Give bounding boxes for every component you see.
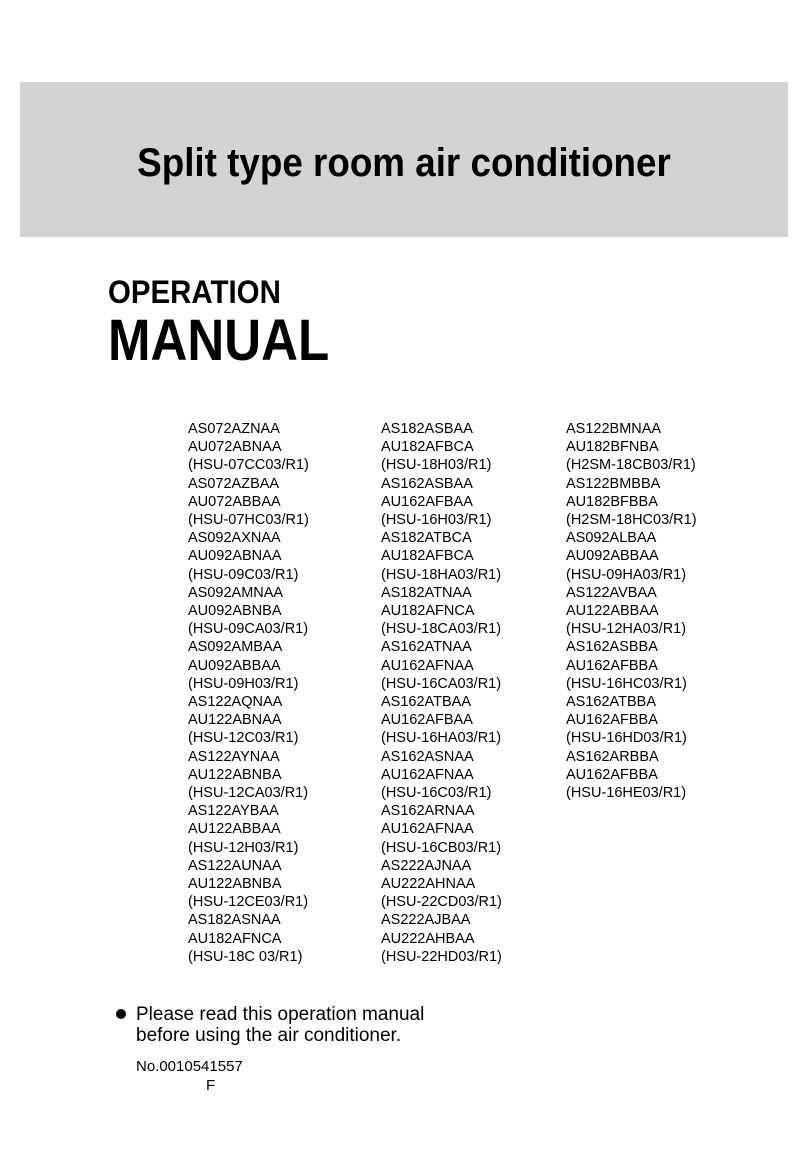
model-item: AS122AYBAA xyxy=(188,803,279,820)
model-item: AU092ABNBA xyxy=(188,603,282,620)
reading-notice xyxy=(116,1004,424,1046)
model-item: AU162AFBBA xyxy=(566,712,658,729)
model-item: AS182ATBCA xyxy=(381,530,472,547)
model-item: (HSU-22CD03/R1) xyxy=(381,894,502,911)
model-item: AS182ASBAA xyxy=(381,421,473,437)
model-item: AS092AMBAA xyxy=(188,639,283,656)
model-item: (HSU-12CE03/R1) xyxy=(188,894,309,911)
model-item: (HSU-12C03/R1) xyxy=(188,730,299,747)
model-item: AS122AUNAA xyxy=(188,857,282,874)
model-item: AU162AFBBA xyxy=(566,766,658,783)
model-item: (HSU-12H03/R1) xyxy=(188,839,299,856)
model-item: (HSU-16HD03/R1) xyxy=(566,730,687,747)
model-item: (HSU-12CA03/R1) xyxy=(188,785,309,802)
model-item: AU182BFNBA xyxy=(566,439,659,456)
model-item: (HSU-07CC03/R1) xyxy=(188,457,309,474)
model-item: AS162ASNAA xyxy=(381,748,474,765)
product-title: Split type room air conditioner xyxy=(137,141,671,185)
model-item: AU182BFBBA xyxy=(566,493,658,510)
model-item: AU122ABNBA xyxy=(188,876,282,893)
manual-heading: MANUAL xyxy=(108,308,330,373)
model-item: AU162AFNAA xyxy=(381,821,474,838)
model-item: AS162ASBBA xyxy=(566,639,658,656)
model-item: (HSU-07HC03/R1) xyxy=(188,512,309,529)
notice-line-1: Please read this operation manual xyxy=(136,1004,425,1025)
model-item: AS122AQNAA xyxy=(188,694,283,711)
model-item: AS122AVBAA xyxy=(566,584,657,601)
model-item: AS072AZNAA xyxy=(188,421,280,437)
model-item: AU092ABNAA xyxy=(188,548,282,565)
model-item: AU162AFNAA xyxy=(381,657,474,674)
model-item: AS092ALBAA xyxy=(566,530,657,547)
model-item: AS092AXNAA xyxy=(188,530,281,547)
model-item: AS182ASNAA xyxy=(188,912,281,929)
model-item: AS122AYNAA xyxy=(188,748,280,765)
model-item: (HSU-18CA03/R1) xyxy=(381,621,502,638)
model-item: AU072ABNAA xyxy=(188,439,282,456)
bullet-icon xyxy=(116,1009,126,1019)
model-item: AU182AFBCA xyxy=(381,439,474,456)
model-item: AU162AFBBA xyxy=(566,657,658,674)
operation-heading: OPERATION xyxy=(108,274,281,310)
model-list-column-1 xyxy=(188,420,309,966)
model-item: (HSU-18HA03/R1) xyxy=(381,566,502,583)
model-item: AS162ATNAA xyxy=(381,639,472,656)
model-item: AU092ABBAA xyxy=(188,657,281,674)
model-item: AU222AHNAA xyxy=(381,876,476,893)
model-item: (HSU-16H03/R1) xyxy=(381,512,492,529)
model-item: AU162AFBAA xyxy=(381,712,473,729)
model-item: AS122BMNAA xyxy=(566,421,662,437)
model-item: (HSU-18H03/R1) xyxy=(381,457,492,474)
model-item: (HSU-09CA03/R1) xyxy=(188,621,309,638)
model-item: AU182AFNCA xyxy=(188,930,282,947)
model-item: (HSU-16CA03/R1) xyxy=(381,675,502,692)
document-revision: F xyxy=(206,1077,216,1094)
model-item: (HSU-18C 03/R1) xyxy=(188,948,303,965)
model-item: AU122ABNAA xyxy=(188,712,282,729)
model-item: AS222AJBAA xyxy=(381,912,471,929)
model-item: AS162ARBBA xyxy=(566,748,659,765)
document-number: No.0010541557 xyxy=(136,1058,243,1075)
model-item: AS162ATBAA xyxy=(381,694,472,711)
model-list-column-3 xyxy=(566,420,697,802)
model-item: AU182AFBCA xyxy=(381,548,474,565)
model-item: (HSU-12HA03/R1) xyxy=(566,621,687,638)
model-item: AU122ABBAA xyxy=(188,821,281,838)
model-item: AU122ABNBA xyxy=(188,766,282,783)
model-item: AU162AFNAA xyxy=(381,766,474,783)
model-item: AU222AHBAA xyxy=(381,930,475,947)
model-item: (HSU-09C03/R1) xyxy=(188,566,299,583)
model-item: (HSU-09HA03/R1) xyxy=(566,566,687,583)
model-item: (HSU-16HC03/R1) xyxy=(566,675,687,692)
model-item: (HSU-16CB03/R1) xyxy=(381,839,502,856)
model-item: AU122ABBAA xyxy=(566,603,659,620)
model-item: AS122BMBBA xyxy=(566,475,661,492)
model-item: (HSU-22HD03/R1) xyxy=(381,948,502,965)
model-item: AS162ARNAA xyxy=(381,803,475,820)
model-item: AU162AFBAA xyxy=(381,493,473,510)
model-item: AS182ATNAA xyxy=(381,584,472,601)
model-item: AS162ASBAA xyxy=(381,475,473,492)
notice-line-2: before using the air conditioner. xyxy=(136,1025,402,1046)
model-item: (H2SM-18HC03/R1) xyxy=(566,512,697,529)
model-item: AU092ABBAA xyxy=(566,548,659,565)
model-item: (H2SM-18CB03/R1) xyxy=(566,457,696,474)
model-item: (HSU-16HA03/R1) xyxy=(381,730,502,747)
model-item: AS072AZBAA xyxy=(188,475,280,492)
model-item: AU072ABBAA xyxy=(188,493,281,510)
model-item: (HSU-09H03/R1) xyxy=(188,675,299,692)
model-item: (HSU-16HE03/R1) xyxy=(566,785,687,802)
model-item: (HSU-16C03/R1) xyxy=(381,785,492,802)
model-item: AS222AJNAA xyxy=(381,857,472,874)
model-item: AS092AMNAA xyxy=(188,584,284,601)
model-item: AU182AFNCA xyxy=(381,603,475,620)
model-list-column-2 xyxy=(381,420,502,966)
model-item: AS162ATBBA xyxy=(566,694,657,711)
